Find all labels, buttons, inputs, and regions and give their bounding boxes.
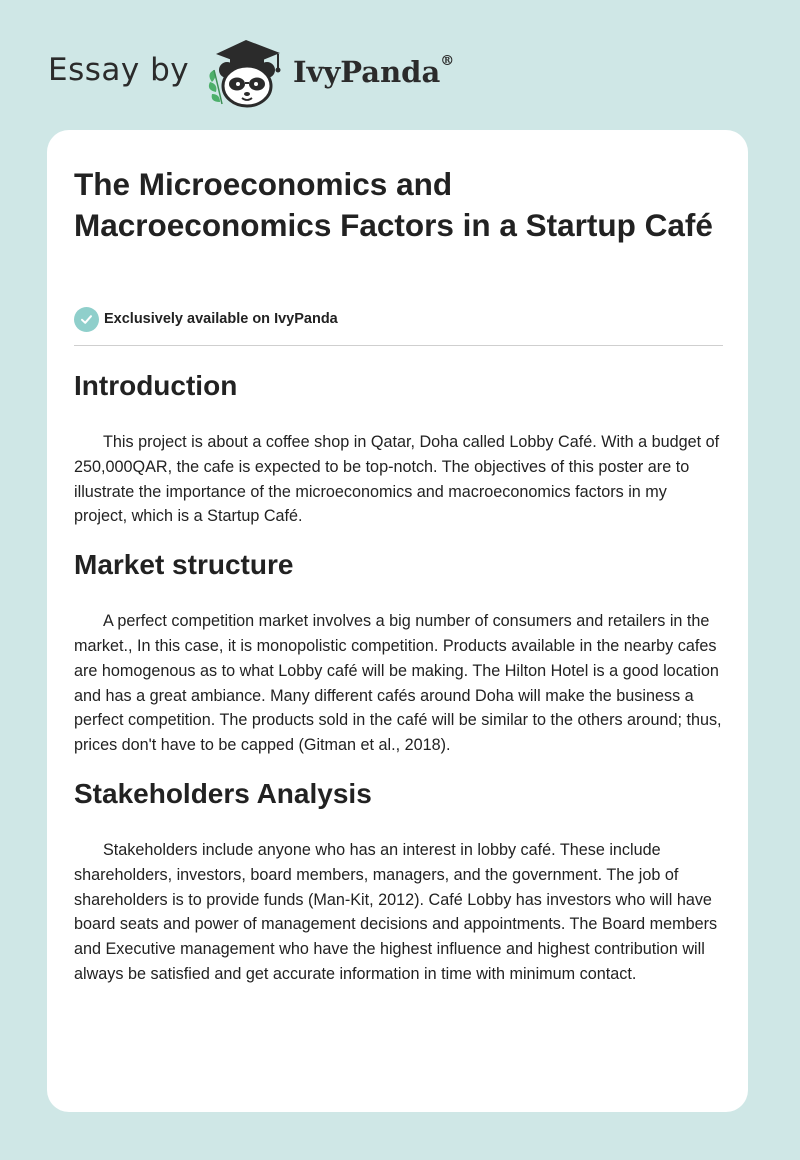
exclusive-badge	[74, 306, 338, 332]
exclusive-badge-text: Exclusively available on IvyPanda	[104, 311, 338, 327]
article-title: The Microeconomics and Macroeconomics Factors in a Startup Café	[74, 166, 713, 243]
article-card	[47, 130, 748, 1112]
section-paragraph-introduction: This project is about a coffee shop in Qatar, Doha called Lobby Café. With a budget of 250,000QAR, the cafe is expected to be top-notch. The objectives of this poster are to illustrate the importance of the microeconomics and macroeconomics factors in my project, which is a Startup Café.	[74, 433, 720, 526]
brand-name[interactable]: IvyPanda®	[293, 53, 455, 89]
ivypanda-logo-icon[interactable]	[204, 34, 288, 110]
check-icon	[74, 307, 99, 332]
title-divider	[74, 345, 723, 346]
section-paragraph-market-structure: A perfect competition market involves a big number of consumers and retailers in the market., In this case, it is monopolistic competition. Products available in the nearby cafes are homogenous as to what Lobby café will be making. The Hilton Hotel is a good location and has a great ambiance. Many different cafés around Doha will make the business a perfect competition. The products sold in the café will be similar to the others around; thus, prices don't have to be capped (Gitman et al., 2018).	[74, 612, 722, 755]
section-heading-market-structure: Market structure	[74, 549, 294, 581]
essay-by-label: Essay by	[48, 52, 190, 88]
article-body	[74, 362, 724, 987]
section-paragraph-stakeholders-analysis: Stakeholders include anyone who has an interest in lobby café. These include shareholders, investors, board members, managers, and the government. The job of shareholders is to provide funds (Man-Kit, 2012). Café Lobby has investors who will have board seats and power of management decisions and appointments. The Board members and Executive management who have the highest influence and highest contribution will always be satisfied and get accurate information in time with minimum contact.	[74, 840, 718, 983]
section-heading-introduction: Introduction	[74, 370, 238, 401]
site-header	[48, 34, 548, 114]
section-heading-stakeholders-analysis: Stakeholders Analysis	[74, 777, 372, 809]
